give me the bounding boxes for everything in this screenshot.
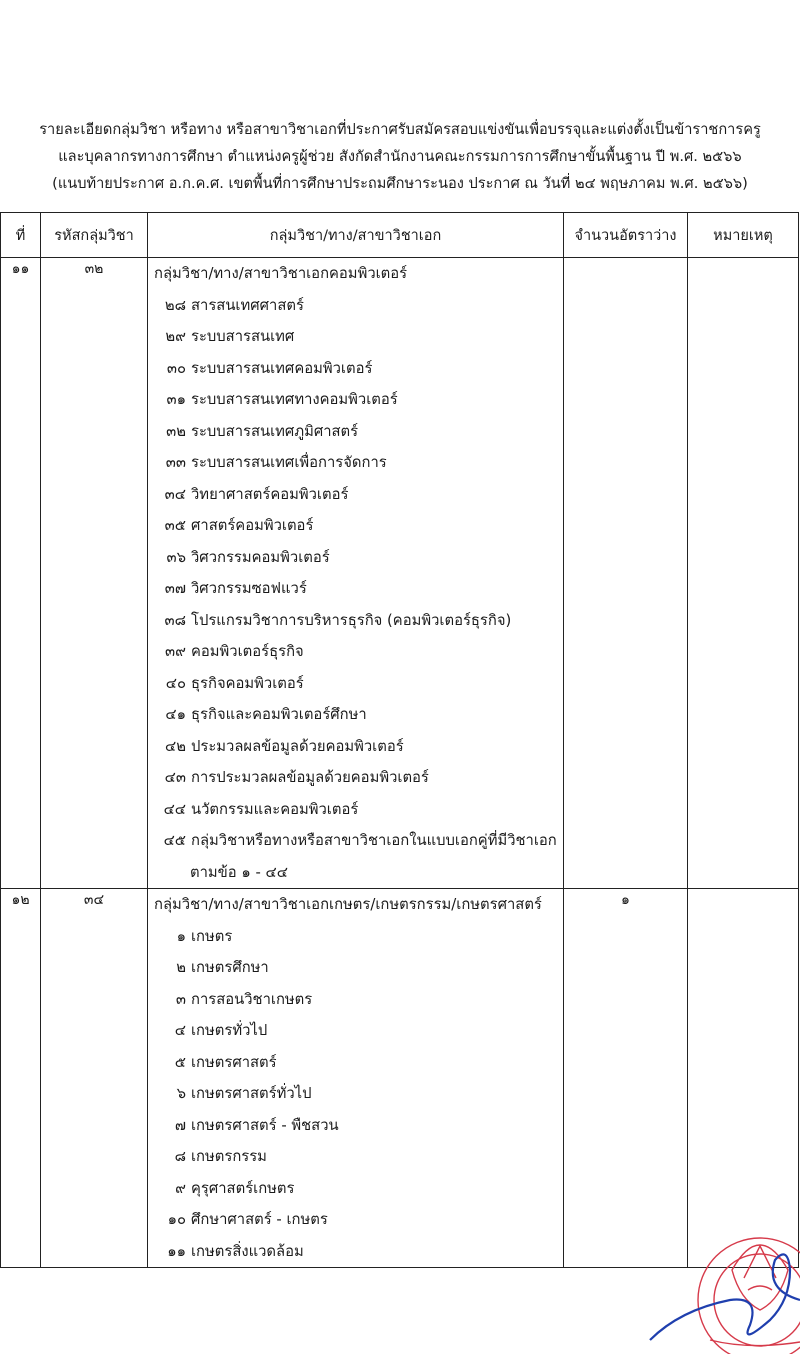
row-code: ๓๒ — [41, 258, 148, 889]
item-number: ๘ — [174, 1148, 186, 1165]
list-item — [148, 1110, 563, 1142]
list-item — [148, 605, 563, 637]
subject-table — [0, 212, 799, 1268]
list-item — [148, 1047, 563, 1079]
list-item — [148, 1015, 563, 1047]
list-item — [148, 952, 563, 984]
header-vacancies: จำนวนอัตราว่าง — [564, 213, 688, 258]
item-number: ๓๗ — [164, 580, 186, 597]
list-item — [148, 1204, 563, 1236]
item-label: การสอนวิชาเกษตร — [191, 990, 313, 1008]
item-number: ๑ — [176, 927, 186, 945]
item-number: ๖ — [176, 1085, 186, 1102]
item-number: ๒ — [176, 959, 186, 976]
list-item — [148, 921, 563, 953]
header-line-3: (แนบท้ายประกาศ อ.ก.ค.ศ. เขตพื้นที่การศึกษาประถมศึกษาระนอง ประกาศ ณ วันที่ ๒๔ พฤษภาคม พ.ศ. ๒๕๖๖) — [52, 175, 748, 192]
list-item — [148, 731, 563, 763]
item-number: ๔๓ — [164, 769, 186, 786]
item-label: วิทยาศาสตร์คอมพิวเตอร์ — [191, 485, 349, 503]
item-label: วิศวกรรมซอฟแวร์ — [191, 580, 307, 597]
row-code: ๓๔ — [41, 889, 148, 1268]
table-row — [1, 258, 799, 889]
list-item — [148, 290, 563, 322]
item-label: เกษตรศาสตร์ - พืชสวน — [191, 1116, 339, 1134]
list-item — [148, 762, 563, 794]
item-label: เกษตรทั่วไป — [191, 1022, 268, 1039]
item-number: ๙ — [175, 1179, 186, 1197]
group-title: กลุ่มวิชา/ทาง/สาขาวิชาเอกเกษตร/เกษตรกรรม/เกษตรศาสตร์ — [154, 896, 542, 913]
item-number: ๓๙ — [165, 643, 186, 660]
header-line-1: รายละเอียดกลุ่มวิชา หรือทาง หรือสาขาวิชาเอกที่ประกาศรับสมัครสอบแข่งขันเพื่อบรรจุและแต่งตั้งเป็นข้าราชการครู — [39, 121, 761, 138]
item-label: คุรุศาสตร์เกษตร — [191, 1179, 295, 1197]
list-item-continuation: ตามข้อ ๑ - ๔๔ — [190, 863, 288, 881]
item-label: กลุ่มวิชาหรือทางหรือสาขาวิชาเอกในแบบเอกคู่ที่มีวิชาเอก — [191, 832, 557, 849]
row-subjects — [148, 889, 564, 1268]
list-item — [148, 384, 563, 416]
item-label: เกษตรกรรม — [191, 1148, 267, 1165]
list-item — [148, 353, 563, 385]
list-item — [148, 1236, 563, 1268]
header-code: รหัสกลุ่มวิชา — [41, 213, 148, 258]
list-item — [148, 573, 563, 605]
list-item — [148, 825, 563, 857]
list-item — [148, 668, 563, 700]
item-number: ๒๘ — [164, 296, 186, 314]
item-number: ๑๑ — [167, 1242, 186, 1260]
item-label: ศึกษาศาสตร์ - เกษตร — [191, 1211, 328, 1228]
item-number: ๓๕ — [164, 517, 186, 534]
item-label: ธุรกิจและคอมพิวเตอร์ศึกษา — [191, 706, 367, 723]
item-number: ๕ — [174, 1053, 186, 1071]
item-label: เกษตร — [191, 927, 233, 945]
item-label: การประมวลผลข้อมูลด้วยคอมพิวเตอร์ — [191, 769, 429, 786]
document-header — [0, 116, 800, 197]
official-seal-stamp — [640, 1150, 800, 1354]
item-number: ๔๐ — [165, 674, 186, 692]
item-number: ๓๖ — [166, 548, 186, 566]
item-number: ๓ — [175, 990, 186, 1008]
list-item — [148, 416, 563, 448]
row-number: ๑๒ — [1, 889, 41, 1268]
table-header-row — [1, 213, 799, 258]
list-item — [148, 636, 563, 668]
row-vacancies — [564, 258, 688, 889]
header-no: ที่ — [1, 213, 41, 258]
item-label: เกษตรสิ่งแวดล้อม — [191, 1242, 304, 1260]
item-number: ๓๐ — [166, 359, 186, 377]
item-label: คอมพิวเตอร์ธุรกิจ — [191, 643, 304, 660]
item-number: ๓๓ — [165, 454, 186, 471]
item-label: เกษตรศาสตร์ทั่วไป — [191, 1085, 312, 1102]
item-label: ระบบสารสนเทศทางคอมพิวเตอร์ — [191, 391, 398, 408]
item-label: เกษตรศึกษา — [191, 959, 269, 976]
item-number: ๔๑ — [165, 706, 186, 723]
header-remarks: หมายเหตุ — [688, 213, 799, 258]
item-number: ๔๒ — [165, 737, 186, 755]
item-label: ประมวลผลข้อมูลด้วยคอมพิวเตอร์ — [191, 737, 404, 755]
item-label: ศาสตร์คอมพิวเตอร์ — [191, 517, 314, 534]
item-number: ๔๕ — [163, 832, 186, 849]
item-number: ๗ — [174, 1116, 186, 1134]
list-item — [148, 479, 563, 511]
item-number: ๔ — [174, 1022, 186, 1039]
list-item — [148, 1078, 563, 1110]
item-number: ๒๙ — [165, 328, 186, 345]
list-item — [148, 1173, 563, 1205]
item-number: ๓๘ — [164, 611, 186, 629]
header-subject: กลุ่มวิชา/ทาง/สาขาวิชาเอก — [148, 213, 564, 258]
list-item — [148, 447, 563, 479]
item-label: ระบบสารสนเทศ — [191, 328, 295, 345]
item-label: โปรแกรมวิชาการบริหารธุรกิจ (คอมพิวเตอร์ธุรกิจ) — [191, 611, 512, 629]
item-number: ๓๑ — [166, 391, 186, 408]
item-number: ๔๔ — [163, 800, 186, 818]
list-item — [148, 542, 563, 574]
header-line-2: และบุคลากรทางการศึกษา ตำแหน่งครูผู้ช่วย สังกัดสำนักงานคณะกรรมการการศึกษาขั้นพื้นฐาน ปี พ.ศ. ๒๕๖๖ — [58, 148, 742, 165]
list-item — [148, 794, 563, 826]
item-number: ๓๒ — [166, 422, 186, 440]
item-label: ระบบสารสนเทศภูมิศาสตร์ — [191, 422, 359, 440]
item-number: ๑๐ — [167, 1211, 186, 1228]
item-label: สารสนเทศศาสตร์ — [191, 296, 304, 314]
item-label: ระบบสารสนเทศเพื่อการจัดการ — [191, 454, 387, 471]
item-label: วิศวกรรมคอมพิวเตอร์ — [191, 548, 330, 566]
list-item — [148, 1141, 563, 1173]
row-remarks — [688, 258, 799, 889]
item-number: ๓๔ — [164, 485, 186, 503]
list-item — [148, 510, 563, 542]
group-title: กลุ่มวิชา/ทาง/สาขาวิชาเอกคอมพิวเตอร์ — [154, 265, 408, 282]
row-subjects — [148, 258, 564, 889]
list-item — [148, 699, 563, 731]
row-number: ๑๑ — [1, 258, 41, 889]
list-item — [148, 984, 563, 1016]
item-label: ระบบสารสนเทศคอมพิวเตอร์ — [191, 359, 373, 377]
subject-list — [148, 889, 563, 1267]
row-vacancies: ๑ — [564, 889, 688, 1268]
item-label: นวัตกรรมและคอมพิวเตอร์ — [191, 800, 359, 818]
item-label: ธุรกิจคอมพิวเตอร์ — [191, 674, 304, 692]
list-item — [148, 321, 563, 353]
item-label: เกษตรศาสตร์ — [191, 1053, 277, 1071]
subject-list — [148, 258, 563, 888]
